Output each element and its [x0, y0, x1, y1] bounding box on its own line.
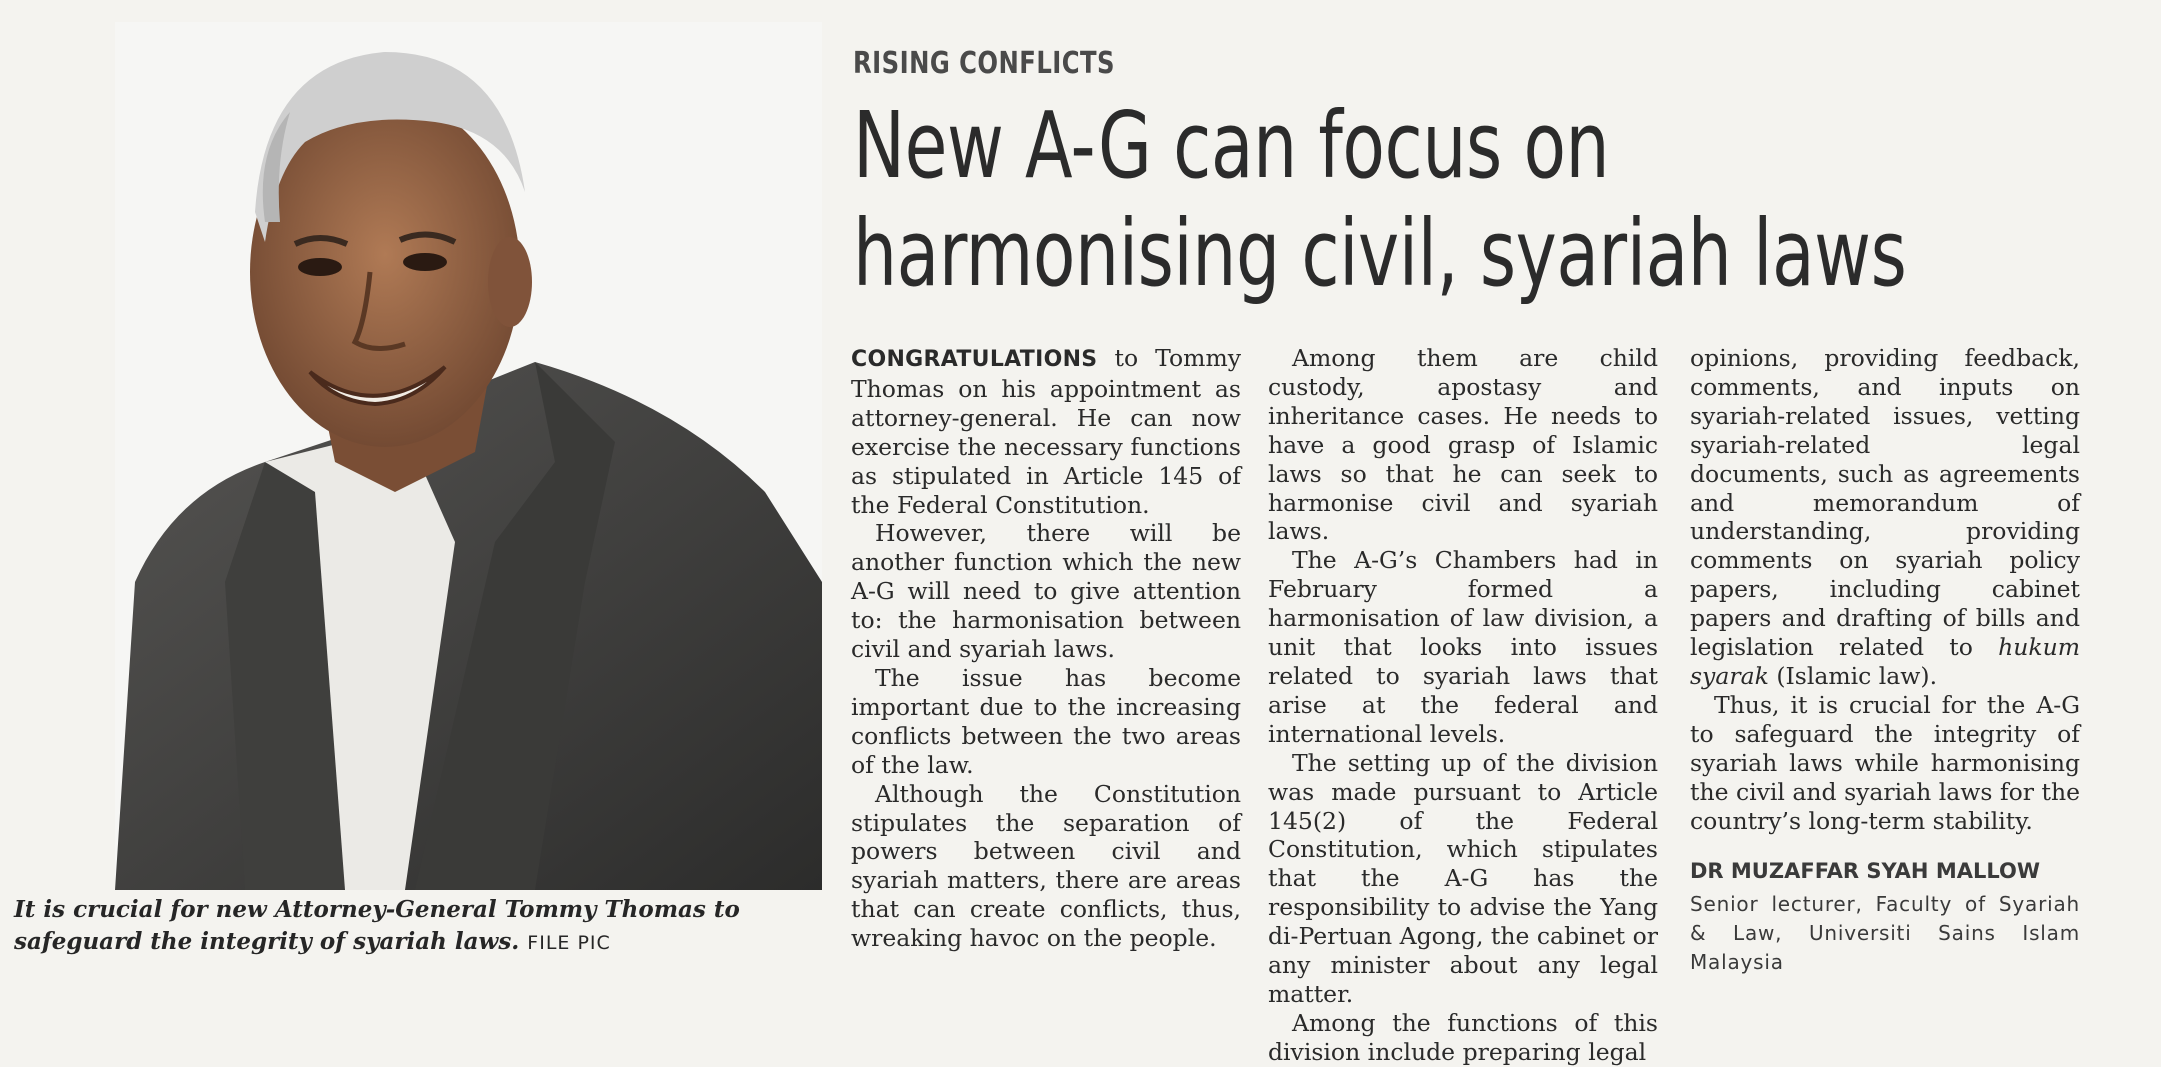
- caption-text: It is crucial for new Attorney-General Tommy Thomas to safeguard the integrity of syariah laws.: [14, 896, 740, 955]
- paragraph: Among the functions of this division include preparing legal: [1268, 1008, 1658, 1066]
- italic-term: hukum syarak: [1690, 633, 2080, 690]
- paragraph: However, there will be another function which the new A-G will need to give attention to: the harmonisation between civil and syariah laws.: [851, 519, 1241, 664]
- paragraph-text: opinions, providing feedback, comments, and inputs on syariah-related issues, vetting syariah-related legal documents, such as agreements and memorandum of understanding, providing comments on syariah policy papers, including cabinet papers and drafting of bills and legislation related to: [1690, 344, 2080, 662]
- paragraph-text: (Islamic law).: [1768, 661, 1938, 690]
- headline-line-2: harmonising civil, syariah laws: [853, 200, 1907, 307]
- paragraph: The A-G’s Chambers had in February formed a harmonisation of law division, a unit that looks into issues related to syariah laws that arise at the federal and international levels.: [1268, 546, 1658, 748]
- portrait-illustration: [115, 22, 822, 890]
- article-column-3: [1690, 344, 2080, 977]
- paragraph: Although the Constitution stipulates the separation of powers between civil and syariah matters, there are areas that can create conflicts, thus, wreaking havoc on the people.: [851, 779, 1241, 953]
- paragraph: The setting up of the division was made pursuant to Article 145(2) of the Federal Constitution, which stipulates that the A-G has the responsibility to advise the Yang di-Pertuan Agong, the cabinet or any minister about any legal matter.: [1268, 748, 1658, 1008]
- paragraph: Among them are child custody, apostasy and inheritance cases. He needs to have a good grasp of Islamic laws so that he can seek to harmonise civil and syariah laws.: [1268, 344, 1658, 546]
- paragraph: [851, 344, 1241, 519]
- headline: [853, 92, 1937, 308]
- portrait-photo: [115, 22, 822, 890]
- headline-line-1: New A-G can focus on: [853, 92, 1610, 199]
- author-title: Senior lecturer, Faculty of Syariah & Law, Universiti Sains Islam Malaysia: [1690, 892, 2080, 975]
- lead-word: CONGRATULATIONS: [851, 347, 1098, 372]
- article-column-1: [851, 344, 1241, 953]
- photo-credit: FILE PIC: [527, 932, 611, 954]
- paragraph-text: to Tommy Thomas on his appointment as attorney-general. He can now exercise the necessary functions as stipulated in Article 145 of the Federal Constitution.: [851, 344, 1241, 519]
- article-column-2: [1268, 344, 1658, 1067]
- section-kicker: RISING CONFLICTS: [853, 46, 1115, 81]
- paragraph: Thus, it is crucial for the A-G to safeguard the integrity of syariah laws while harmonising the civil and syariah laws for the country’s long-term stability.: [1690, 690, 2080, 835]
- photo-caption: [14, 894, 844, 959]
- paragraph: [1690, 344, 2080, 691]
- author-name: DR MUZAFFAR SYAH MALLOW: [1690, 859, 2040, 884]
- paragraph: The issue has become important due to the increasing conflicts between the two areas of the law.: [851, 663, 1241, 779]
